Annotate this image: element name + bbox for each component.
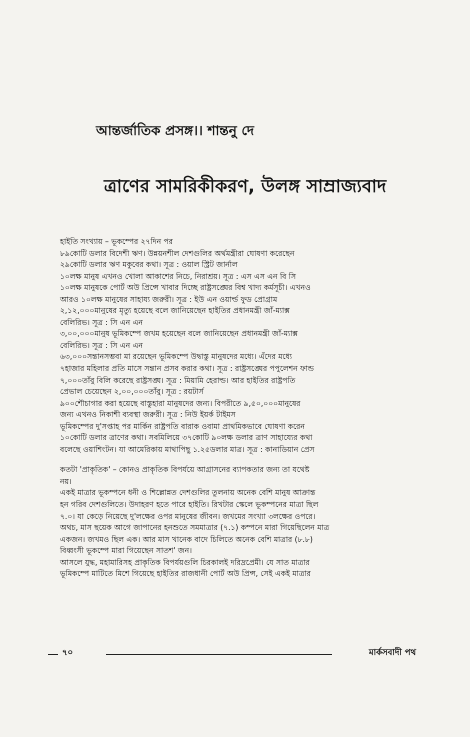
text-line: ৯০০শৌচাগার করা হয়েছে বাস্তুহারা মানুষদের জন্য। বিপরীতে ৯,৫০,০০০মানুষের xyxy=(60,398,301,408)
text-line: ২৯কোটি ডলার ঋণ মকুবের কথা। সূত্র : ওয়াল স্ট্রিট জার্নাল xyxy=(60,260,238,270)
text-line: হন গরিব দেশগুলিতে। উদাহরণ হতে পারে হাইতি। রিখটার স্কেলে ভূকম্পনের মাত্রা ছিল xyxy=(60,500,319,510)
page-number: ৭০ xyxy=(58,646,106,660)
text-line: ২,১২,০০০মানুষের মৃত্যু হয়েছে বলে জানিয়েছেন হাইতির প্রধানমন্ত্রী জাঁ-ম্যাক্স xyxy=(60,306,290,316)
text-line: অথচ, মাস ছয়েক আগে জাপানের হনশুতে সমমাত্রার (৭.১) কম্পনে মারা গিয়েছিলেন মাত্র xyxy=(60,523,330,533)
text-line: বেলিরিভ। সূত্র : সি এন এন xyxy=(60,317,143,327)
article-body xyxy=(60,236,392,580)
text-line: ৭.০। যা কেড়ে নিয়েছে দু'লক্ষের ওপর মানুষের জীবন। জখমের সংখ্যা ৩লক্ষের ওপরে। xyxy=(60,511,316,521)
paragraph-gap xyxy=(60,455,392,464)
text-line: আসলে যুদ্ধ, মহামারিসহ প্রাকৃতিক বিপর্যয়গুলি চিরকালই দরিদ্রপ্রেমী। যে সাত মাত্রার xyxy=(60,557,310,567)
analysis-block xyxy=(60,464,392,579)
facts-block xyxy=(60,236,392,455)
text-line: ১০কোটি ডলার ত্রাণের কথা। সবমিলিয়ে ৩৭কোটি ৯০লক্ষ ডলার ত্রাণ সাহায্যের কথা xyxy=(60,433,313,443)
text-line: নয়। xyxy=(60,476,72,486)
text-line: একজন। জখমও ছিল এক। আর মাস খানেক বাদে চিলিতে অনেক বেশি মাত্রার (৮.৮) xyxy=(60,534,313,544)
text-line: ভূমিকম্পে মাটিতে মিশে গিয়েছে হাইতির রাজধানী পোর্ট অউ প্রিন্স, সেই একই মাত্রার xyxy=(60,569,311,579)
article-title: ত্রাণের সামরিকীকরণ, উলঙ্গ সাম্রাজ্যবাদ xyxy=(104,177,387,197)
text-line: বেলিরিভ। সূত্র : সি এন এন xyxy=(60,340,143,350)
text-line: প্রেভাল চেয়েছেন ২,০০,০০০তাঁবু। সূত্র : রয়টার্স xyxy=(60,387,204,397)
text-line: ৮৯কোটি ডলার বিদেশী ঋণ। উন্নয়নশীল দেশগুলির অর্থমন্ত্রীরা ঘোষণা করেছেন xyxy=(60,248,295,258)
text-line: আরও ১০লক্ষ মানুষের সাহায্য জরুরী। সূত্র : ইউ এন ওয়ার্ল্ড ফুড প্রোগ্রাম xyxy=(60,294,278,304)
text-line: ৬৩,০০০সন্তানসম্ভবা মা রয়েছেন ভূমিকম্পে উদ্বাস্তু মানুষদের মধ্যে। এঁদের মধ্যে xyxy=(60,352,292,362)
text-line: জন্য এখনও নিকাশী ব্যবস্থা জরুরী। সূত্র : নিউ ইয়র্ক টাইমস xyxy=(60,410,236,420)
text-line: বলেছে ওয়াশিংটন। যা আমেরিকায় মাথাপিছু ১.২৫ডলার মাত্র। সূত্র : কানাডিয়ান প্রেস xyxy=(60,444,315,454)
text-line: ১০লক্ষ মানুষকে পোর্ট অউ প্রিন্সে খাবার দিচ্ছে রাষ্ট্রসঙ্ঘের বিশ্ব খাদ্য কর্মসূচী। এখনও xyxy=(60,283,311,293)
text-line: হাইতি সংখ্যায় – ভূকম্পের ২৭দিন পর xyxy=(60,237,173,246)
journal-name: মার্কসবাদী পথ xyxy=(332,646,420,660)
text-line: কতটা 'প্রাকৃতিক' – কোনও প্রাকৃতিক বিপর্যয়ে আগ্রাসনের ব্যাপকতার জন্য তা যথেষ্ট xyxy=(60,465,310,475)
text-line: বিধ্বংসী ভূকম্পে মারা গিয়েছেন সাতশ' জন। xyxy=(60,546,192,556)
text-line: ভূমিকম্পের দু'সপ্তাহ পর মার্কিন রাষ্ট্রপতি বারাক ওবামা প্রাথমিকভাবে ঘোষণা করেন xyxy=(60,421,305,431)
text-line: ১০লক্ষ মানুষ এখনও খোলা আকাশের নিচে, নিরাশ্রয়। সূত্র : এস এস এন বি সি xyxy=(60,271,297,281)
text-line: ৭হাজার মহিলার প্রতি মাসে সন্তান প্রসব করার কথা। সূত্র : রাষ্ট্রসঙ্ঘের পপুলেশন ফান্ড xyxy=(60,364,314,374)
text-line: ৭,০০০তাঁবু বিলি করেছে রাষ্ট্রসঙ্ঘ। সূত্র : মিয়ামি হেরাল্ড। আর হাইতির রাষ্ট্রপতি xyxy=(60,375,296,385)
text-line: একই মাত্রার ভূকম্পনে ধনী ও শিল্লোন্নত দেশগুলির তুলনায় অনেক বেশি মানুষ আক্রান্ত xyxy=(60,488,316,498)
text-line: ৩,০০,০০০মানুষ ভূমিকম্পে জখম হয়েছেন বলে জানিয়েছেন প্রধানমন্ত্রী জাঁ-ম্যাক্স xyxy=(60,329,298,339)
section-heading: আন্তর্জাতিক প্রসঙ্গ।। শান্তনু দে xyxy=(96,123,255,139)
